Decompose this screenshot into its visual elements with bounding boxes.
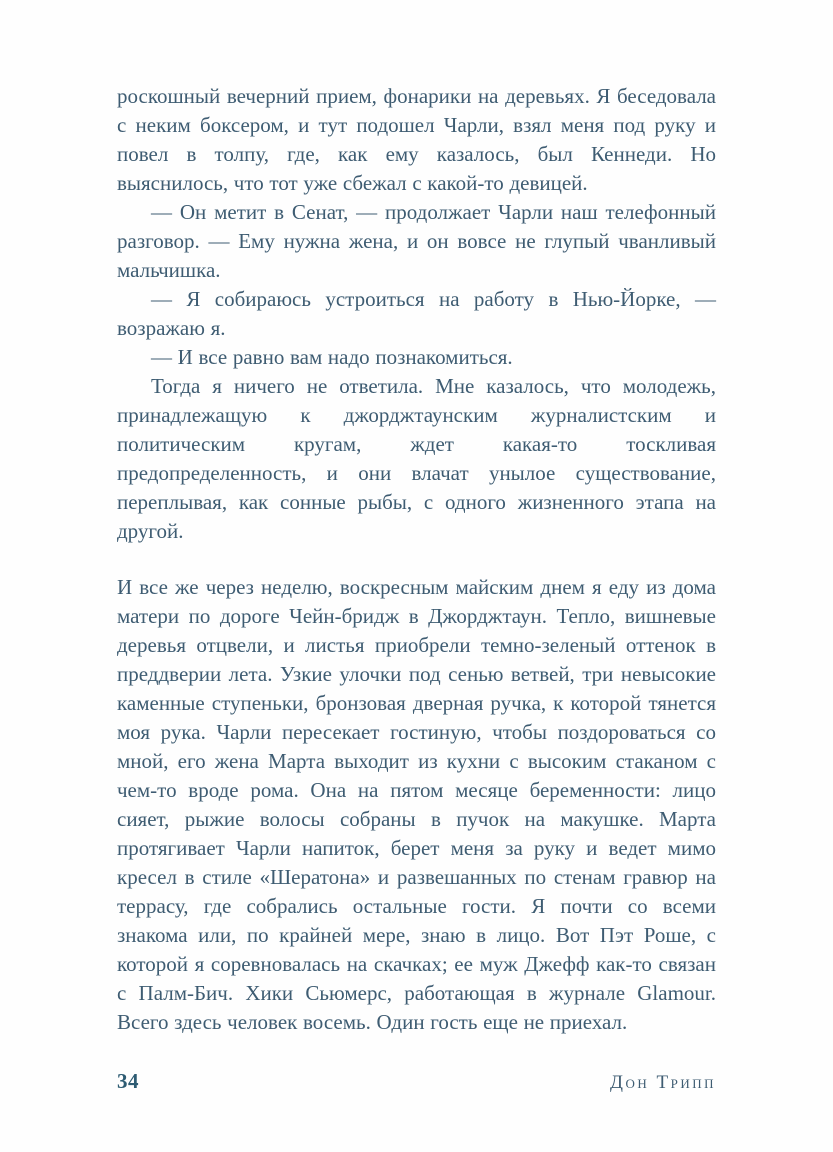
paragraph-dialogue: — И все равно вам надо познакомиться. [151,345,513,369]
page-number: 34 [117,1069,139,1093]
page-footer [117,1069,716,1094]
running-footer-author: Дон Трипп [610,1072,716,1093]
body-text [117,82,716,1037]
paragraph: роскошный вечерний прием, фонарики на деревьях. Я беседовала с неким боксером, и тут подошел Чарли, взял меня под руку и повел в толпу, где, как ему казалось, был Кеннеди. Но выяснилось, что тот уже сбежал с какой-то девицей. [117,84,716,195]
paragraph: Тогда я ничего не ответила. Мне казалось, что молодежь, принадлежащую к джорджтаунским журналистским и политическим кругам, ждет какая-то тоскливая предопределенность, и они влачат унылое существование, переплывая, как сонные рыбы, с одного жизненного этапа на другой. [117,374,716,543]
paragraph-dialogue: — Он метит в Сенат, — продолжает Чарли наш телефонный разговор. — Ему нужна жена, и он вовсе не глупый чванливый мальчишка. [117,200,716,282]
paragraph-section-start: И все же через неделю, воскресным майским днем я еду из дома матери по дороге Чейн-бридж в Джорджтаун. Тепло, вишневые деревья отцвели, и листья приобрели темно-зеленый оттенок в преддверии лета. Узкие улочки под сенью ветвей, три невысокие каменные ступеньки, бронзовая дверная ручка, к которой тянется моя рука. Чарли пересекает гостиную, чтобы поздороваться со мной, его жена Марта выходит из кухни с высоким стаканом с чем-то вроде рома. Она на пятом месяце беременности: лицо сияет, рыжие волосы собраны в пучок на макушке. Марта протягивает Чарли напиток, берет меня за руку и ведет мимо кресел в стиле «Шератона» и развешанных по стенам гравюр на террасу, где собрались остальные гости. Я почти со всеми знакома или, по крайней мере, знаю в лицо. Вот Пэт Роше, с которой я соревновалась на скачках; ее муж Джефф как-то связан с Палм-Бич. Хики Сьюмерс, работающая в журнале Glamour. Всего здесь человек восемь. Один гость еще не приехал. [117,575,716,1034]
paragraph-dialogue: — Я собираюсь устроиться на работу в Нью-Йорке, — возражаю я. [117,287,716,340]
